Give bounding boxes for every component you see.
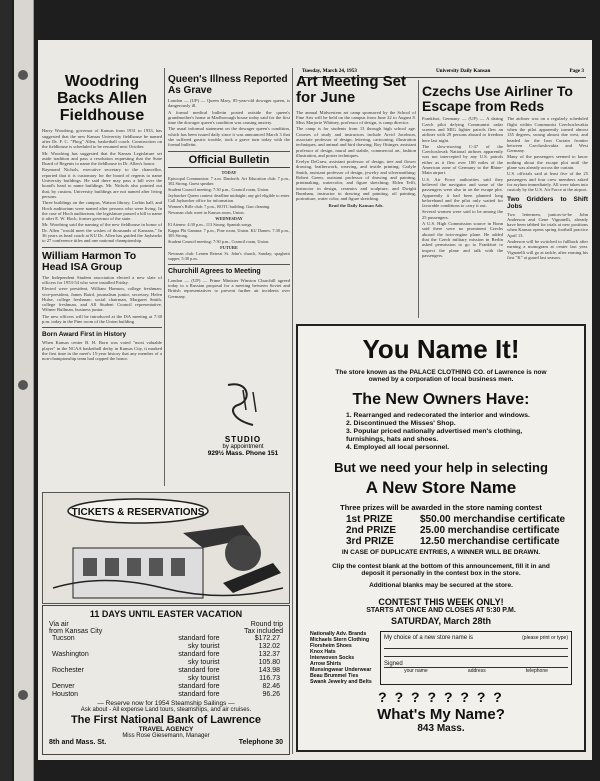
paragraph: Raymond Nichols, executive secretary to the chancellor, reported that it is customary for the board of regents to name University buildings. He said there may pass a bill over the board's head to name buildings. Mr. Nichols also pointed out that, by custom, University buildings are not named after living persons. <box>42 167 162 199</box>
blanks-note: Additional blanks may be secured at the store. <box>369 582 513 589</box>
punch-hole-strip <box>14 0 34 781</box>
studio-logo-icon <box>208 380 278 430</box>
bulletin-day: WEDNESDAY <box>215 215 243 221</box>
travel-cartoon-icon <box>43 493 290 604</box>
signed-label: Signed <box>384 661 403 667</box>
owners-title: The New Owners Have: <box>352 391 530 408</box>
column-rule <box>292 68 293 754</box>
punch-hole <box>18 380 28 390</box>
duplicate-note: IN CASE OF DUPLICATE ENTRIES, A WINNER WILL BE DRAWN. <box>341 549 541 556</box>
paragraph: Harry Woodring, governor of Kansas from 1931 to 1933, has suggested that the new Kansas University fieldhouse be named after Dr. F. C. "Phog" Allen, basketball coach. Construction on the fieldhouse is scheduled to be resumed next October. <box>42 128 162 150</box>
paragraph: The annual Midwestern art camp sponsored by the School of Fine Arts will be held on the campus from June 22 to August 8. Miss Marjorie Whitney, professor of design, is camp director. <box>296 109 416 126</box>
owners-list <box>298 409 584 452</box>
tickets-banner: TICKETS & RESERVATIONS <box>71 507 205 518</box>
fare-row: Houston standard fore 96.26 <box>52 691 280 698</box>
bulletin-item: Newman club: Lenten Retreat St. John's church, Sunday; spaghetti supper, 5:30 p.m. <box>168 250 290 261</box>
headline-gridders: Two Gridders to Shift Jobs <box>507 195 588 210</box>
prize-desc: 12.50 merchandise certificate <box>420 536 560 547</box>
deadline: SATURDAY, March 28th <box>390 616 492 626</box>
telephone-label: telephone <box>525 668 548 674</box>
prizes-intro: Three prizes will be awarded in the store naming contest <box>340 503 542 512</box>
contest-line: CONTEST THIS WEEK ONLY! <box>378 597 504 607</box>
headline-harmon: William Harmon To Head ISA Group <box>42 249 137 273</box>
bulletin-day: FUTURE <box>220 244 238 250</box>
name-entry-line[interactable] <box>384 649 568 657</box>
tax-included: Tax included <box>244 628 283 635</box>
question-marks: ? ? ? ? ? ? ? ? <box>378 689 504 705</box>
studio-address: 929½ Mass. Phone 151 <box>207 450 279 457</box>
prizes-list <box>298 512 584 547</box>
headline-czechs: Czechs Use Airliner To Escape from Reds <box>422 83 573 114</box>
paragraph: Mr. Woodring has suggested that the Kansas Legislature set aside tradition and pass a resolution requesting that the State Board of Regents to name the fieldhouse in Dr. Allen's honor. <box>42 150 162 167</box>
fare-row: Rochester standard fore 143.98 <box>52 667 280 674</box>
brands-list <box>310 631 380 685</box>
your-name-label: your name <box>404 668 428 674</box>
from-kc: from Kansas City <box>49 628 103 635</box>
brand-item: Beau Brummel Ties <box>310 673 359 679</box>
article-woodring <box>42 128 162 243</box>
round-trip: Round trip <box>250 621 283 628</box>
prize-place: 1st PRIZE <box>346 514 393 525</box>
bulletin-item: Jayhawker Queen contest: deadline midnight; any girl eligible to enter. Call Jayhawker office for information. <box>168 192 290 203</box>
whats-my-name: What's My Name? <box>377 706 505 723</box>
prize-place: 2nd PRIZE <box>346 525 397 536</box>
fare-row: sky tourist 132.02 <box>188 643 280 650</box>
masthead-page: Page 3 <box>569 68 584 74</box>
bulletin-item: Student Council meeting: 7:30 p.m., Council room, Union. <box>168 186 270 192</box>
brands-title: Nationally Adv. Brands <box>310 631 367 637</box>
bulletin-day: TODAY <box>221 169 237 175</box>
print-note: (please print or type) <box>522 635 568 641</box>
brand-item: Interwoven Socks <box>310 655 355 661</box>
brand-item: Florsheim Shoes <box>310 643 352 649</box>
fare-row: Tucson standard fore $172.27 <box>52 635 280 642</box>
reserve-line: — Reserve now for 1954 Steamship Sailings — <box>97 700 235 707</box>
headline-born: Born Award First in History <box>42 331 127 339</box>
via-air: Via air <box>49 621 69 628</box>
owners-item: 2. Discontinued the Misses' Shop. <box>346 420 456 427</box>
divider <box>42 247 162 248</box>
new-store-name: A New Store Name <box>365 478 517 497</box>
paragraph: The new officers will be introduced at the ISA meeting at 7:30 p.m. today in the Pine room of the Union building. <box>42 313 162 324</box>
paragraph: Frankfurt, Germany — (UP) — A daring Czech pilot defying Communist radar screens and MIG fighter patrols flew an airliner with 29 persons aboard to freedom here last night. <box>422 116 503 143</box>
headline-bulletin: Official Bulletin <box>168 155 290 168</box>
paragraph: Many of the passengers seemed to know nothing about the escape plot until the plane was already across the curtain. <box>507 154 588 171</box>
bulletin-item: Kappa Phi Gamma: 7 p.m., Pine room, Union. KU Dames: 7:30 p.m., 305 Strong. <box>168 227 290 238</box>
easter-header: 11 DAYS UNTIL EASTER VACATION <box>89 609 243 619</box>
paragraph: When Kansas center B. H. Born was voted "most valuable player" in the NCAA basketball derby in Kansas City, it marked the first time in the meet's 15-year history that any member of a non-championship team had copped the honor. <box>42 340 162 362</box>
tickets-illustration <box>42 492 290 604</box>
brand-item: Knox Hats <box>310 649 336 655</box>
fare-row: Washington standard fore 132.37 <box>52 651 280 658</box>
starts-line: STARTS AT ONCE AND CLOSES AT 5:30 P.M. <box>366 607 516 614</box>
ask-line: Ask about - All expense Land tours, steamships, and air cruises. <box>80 707 252 713</box>
brand-item: Munsingwear Underwear <box>310 667 372 673</box>
owners-item: 4. Employed all local personnel. <box>346 444 450 451</box>
column-1 <box>42 68 162 486</box>
paragraph: Three buildings on the campus, Watson library, Corbin hall, and Hoch auditorium were named after persons who were living. In the case of Hoch auditorium, the legislature passed a bill to name it after E. W. Hoch, former governor of the state. <box>42 200 162 222</box>
paragraph: Several women were said to be among the 25 passengers. <box>422 209 503 220</box>
fare-row: sky tourist 116.73 <box>188 675 280 682</box>
studio-ad <box>203 380 283 462</box>
paragraph: Evelyn DeGraw, assistant professor of design, tree and flower drawing, leatherwork, weaving, and textile printing; Carlyle Smith, assistant professor of design, jewelry and silversmithing; Robert Green, assistant professor of drawing and painting, printmaking, watercolor, and figure sketching; Elden Tefft, instructor in design, ceramics and sculpture, and Dwight Burnham, instructor in drawing and painting, oil painting, portraiture, water color, and figure sketching. <box>296 159 416 202</box>
choice-label: My choice of a new store name is <box>384 635 474 641</box>
bulletin-item: Episcopal Communion: 7 a.m. Danforth. Art Education club: 7 p.m., 302 Strong. Guest speaker. <box>168 175 290 186</box>
fare-row: Denver standard fore 82.46 <box>52 683 280 690</box>
bank-address: 8th and Mass. St. <box>49 739 107 746</box>
owners-item: 1. Rearranged and redecorated the interior and windows. <box>346 412 530 419</box>
bulletin-item: El Ateneo: 4:30 p.m., 113 Strong. Spanish songs. <box>168 221 253 227</box>
ad-intro: The store known as the PALACE CLOTHING CO. of Lawrence is now owned by a corporation of local business men. <box>335 369 547 383</box>
paragraph: A formal medical bulletin posted outside the queen's grandmother's home at Marlborough house today said for the first time the dowager queen's condition was causing anxiety. <box>168 109 290 126</box>
bank-manager: Miss Rose Giesemann, Manager <box>122 733 210 739</box>
headline-queen: Queen's Illness Reported As Grave <box>168 74 288 96</box>
prize-place: 3rd PRIZE <box>346 536 394 547</box>
prize-desc: $50.00 merchandise certificate <box>420 514 566 525</box>
article-czechs <box>422 116 588 260</box>
official-bulletin <box>168 170 290 261</box>
punch-hole <box>18 70 28 80</box>
divider <box>168 264 290 265</box>
paragraph: Elected were president, William Harmon, college freshman; vice-president, James Baird, journalism junior; secretary, Helen Hulse, college freshman; social chairman, Margaret Smith, college freshman, and All Student Council representative, Wilmer Bullman, business junior. <box>42 286 162 313</box>
article-harmon <box>42 275 162 325</box>
address-label: address <box>467 668 486 674</box>
paragraph: Two lettermen, juniors-to-be John Anderson and Gene Vignatelli, already have been tabbed for trials at new positions when Kansas opens spring football practice April 13. <box>507 211 588 238</box>
paragraph: London — (UP) — Prime Minister Winston Churchill agreed today to a Russian proposal for a meeting between Soviet and British representatives to prevent further air incidents over Germany. <box>168 277 290 299</box>
bank-name: The First National Bank of Lawrence <box>70 714 262 726</box>
book-binding <box>0 0 12 781</box>
bank-travel-ad <box>42 605 290 755</box>
you-name-it-ad <box>296 324 586 752</box>
paragraph: The usual informal statement on the dowager queen's condition, which has been issued daily since it was announced March 3 that she suffered gastric trouble, took a grave turn today with the formal bulletin. <box>168 126 290 148</box>
entry-area <box>298 631 584 685</box>
headline-art: Art Meeting Set for June <box>296 73 407 106</box>
fares-table <box>49 635 283 699</box>
bulletin-item: Student Council meeting: 7:30 p.m., Council room, Union. <box>168 238 270 244</box>
paragraph: U.S. Air Force authorities said they believed the navigator and some of the passengers were also in on the escape plot. Apparently it had been planned long beforehand and the pilot only waited for favorable conditions to carry it out. <box>422 176 503 209</box>
article-queen <box>168 98 290 148</box>
clip-note: Clip the contest blank at the bottom of this announcement, fill it in and deposit it personally in the contest box in the store. <box>332 563 550 577</box>
store-address: 843 Mass. <box>417 723 465 734</box>
column-rule <box>164 68 165 486</box>
headline-woodring: Woodring Backs Allen Fieldhouse <box>56 73 148 124</box>
bank-phone: Telephone 30 <box>238 739 283 746</box>
studio-title: STUDIO <box>224 435 262 444</box>
newspaper-page <box>38 40 592 760</box>
ad-title: You Name It! <box>362 334 520 364</box>
paragraph: London — (UP) — Queen Mary, 85-year-old dowager queen, is dangerously ill. <box>168 98 290 109</box>
bulletin-item: Women's Rifle club: 7 p.m., ROTC building. Gun cleaning. <box>168 203 271 209</box>
paragraph: The airliner was on a regularly scheduled flight within Communist Czechoslovakia when the pilot apparently turned almost 135 degrees, swung almost due west, and headed for the Iron Curtain frontier between Czechoslovakia and West Germany. <box>507 116 588 154</box>
masthead-paper: University Daily Kansan <box>435 68 491 74</box>
brand-item: Arrow Shirts <box>310 661 342 667</box>
studio-appointment: by appointment <box>222 444 264 450</box>
paragraph: The Independent Student association elected a new slate of officers for 1953-54 who were installed Friday. <box>42 274 162 285</box>
headline-churchill: Churchill Agrees to Meeting <box>168 267 261 275</box>
paragraph: Mr. Woodring said the naming of the new fieldhouse in honor of Dr. Allen "would meet the wishes of thousands of Kansans." In 36 years as head coach at KU Dr. Allen has guided the Jayhawks to 27 conference titles and one national championship. <box>42 222 162 244</box>
article-art <box>296 110 416 208</box>
punch-hole <box>18 690 28 700</box>
entry-blank[interactable] <box>380 631 572 685</box>
filler-line: Read the Daily Kansan Ads. <box>328 202 384 208</box>
article-born <box>42 340 162 361</box>
brand-item: Swank Jewelry and Belts <box>310 679 372 685</box>
paragraph: Anderson will be switched to fullback after earning a monogram at center last year. Vignatelli will go at tackle, after earning his first "K" at guard last season. <box>507 239 588 260</box>
article-churchill <box>168 278 290 299</box>
help-line: But we need your help in selecting <box>334 460 548 475</box>
divider <box>42 327 162 328</box>
column-3 <box>296 68 416 318</box>
name-entry-line[interactable] <box>384 641 568 649</box>
bulletin-item: Newman club: meet in Kansas room, Union. <box>168 209 245 215</box>
paragraph: The slow-moving C-47 of the Czechoslovak National airlines apparently was not intercepted by any U.S. patrols either as it flew over 100 miles of the American zone of Germany to the Rhine-Main airport. <box>422 143 503 176</box>
bank-agency: TRAVEL AGENCY <box>138 726 194 733</box>
column-4 <box>422 80 588 330</box>
brand-item: Michaels Stern Clothing <box>310 637 370 643</box>
paragraph: A U.S. High Commission source in Bonn said there were no prominent Czechs aboard the twin-engine plane. He added that the Czech military mission in Berlin asked permission to go to Frankfurt to inspect the plane and talk with the passengers. <box>422 221 503 258</box>
column-rule <box>418 80 419 318</box>
masthead-date: Tuesday, March 24, 1953 <box>302 68 357 74</box>
owners-item: 3. Popular priced nationally advertised men's clothing, furnishings, hats and shoes. <box>346 428 523 443</box>
fare-row: sky tourist 105.80 <box>188 659 280 666</box>
prize-desc: 25.00 merchandise certificate <box>420 525 560 536</box>
divider <box>168 151 290 152</box>
paragraph: The camp is for students from 13 through high school age. Courses of study and instructors include Arvid Jacobson, associate professor of design, lettering, cartooning, illustration techniques, and animal and bird drawing; Roy Ottinger, assistant professor of design, mural and stabile, commercial art, fashion illustration, and poster techniques. <box>296 126 416 158</box>
paragraph: U.S. officials said at least five of the 25 passengers and four crew members asked for asylum immediately. All were taken into custody by the U.S. Air Force at the airport. <box>507 171 588 193</box>
